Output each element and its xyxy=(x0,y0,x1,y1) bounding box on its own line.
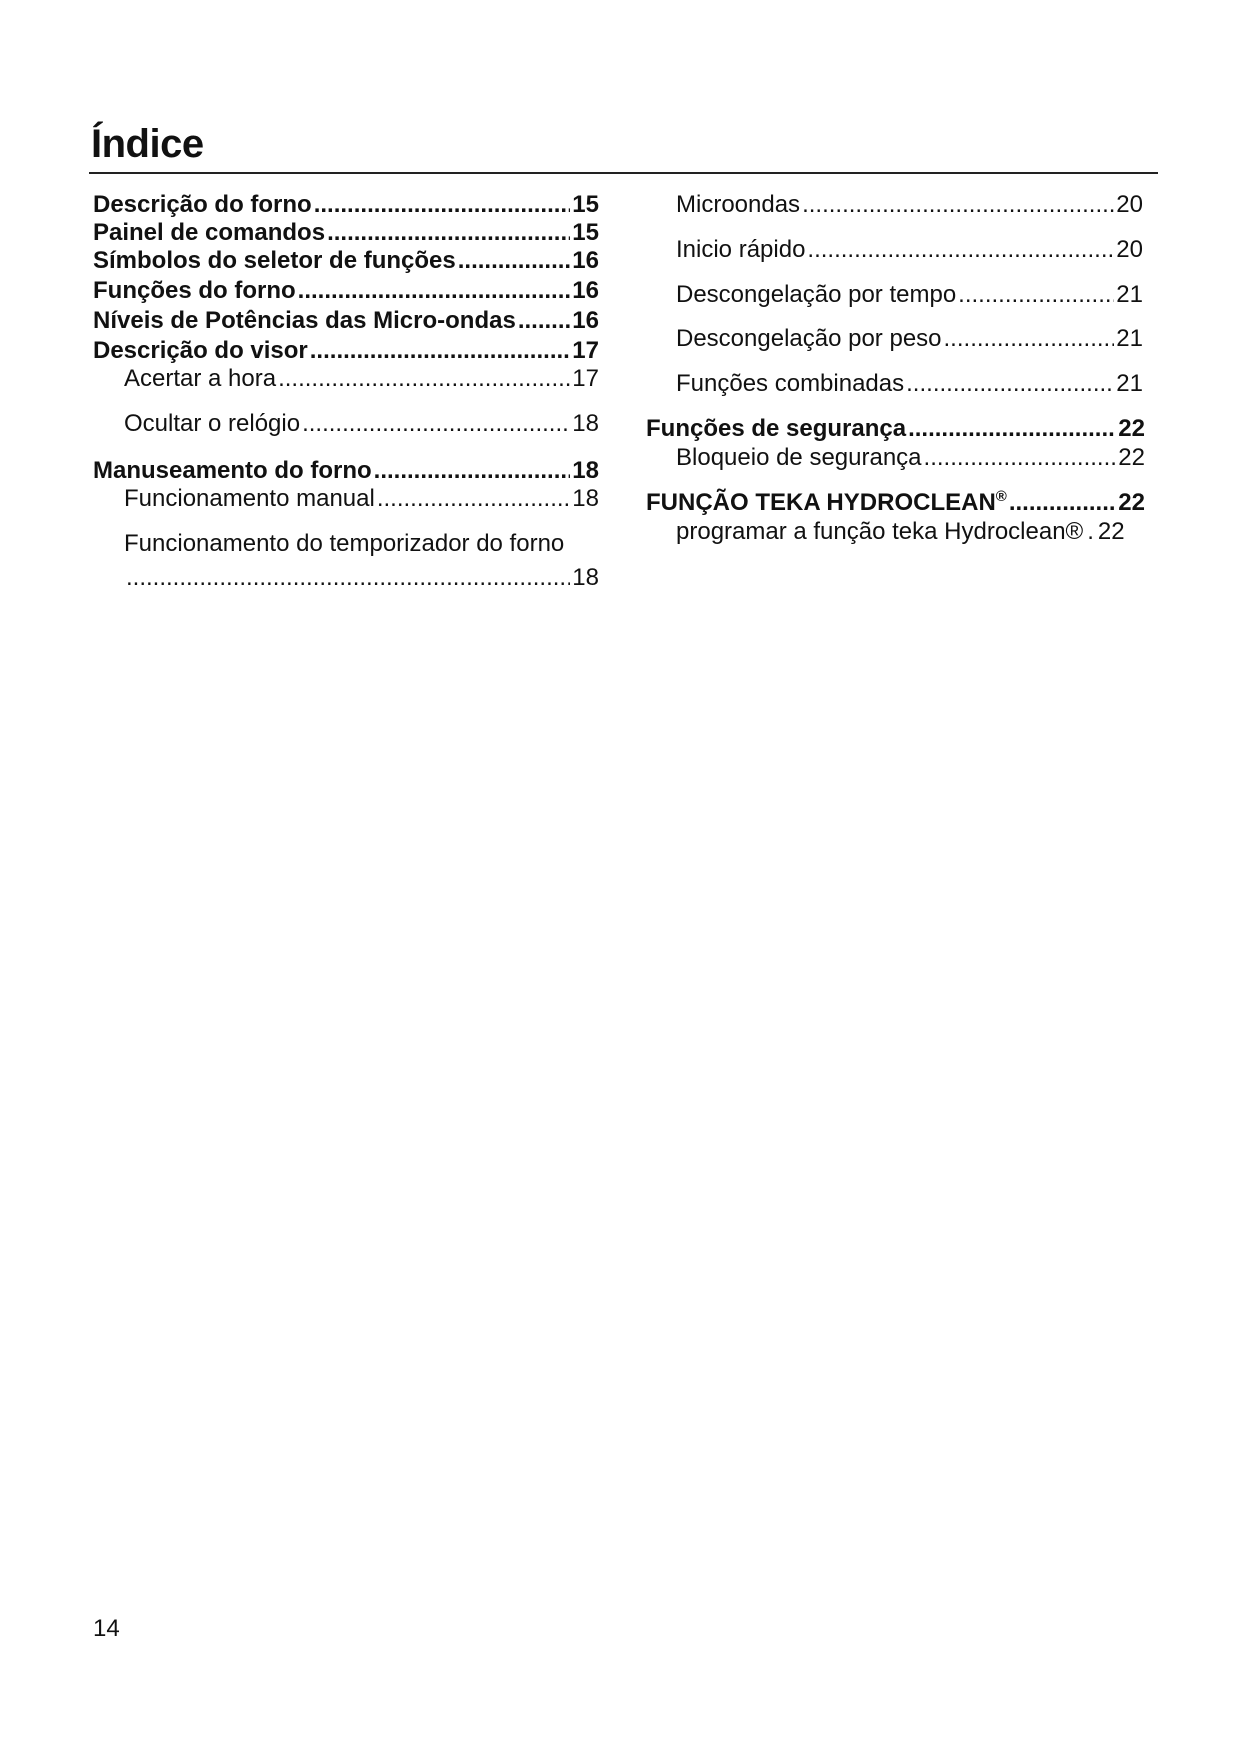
dot-leader xyxy=(958,280,1114,310)
dot-leader xyxy=(377,484,570,514)
toc-entry-page: 22 xyxy=(1097,518,1125,545)
dot-leader xyxy=(327,218,570,248)
registered-mark: ® xyxy=(995,488,1007,505)
dot-leader xyxy=(518,306,570,336)
dot-leader xyxy=(126,563,570,593)
toc-entry-label: Descongelação por tempo xyxy=(676,281,957,308)
dot-leader xyxy=(298,276,571,306)
toc-entry-label-text: FUNÇÃO TEKA HYDROCLEAN xyxy=(646,489,996,516)
toc-entry-page: 16 xyxy=(572,247,599,274)
toc-entry-page: 22 xyxy=(1118,415,1145,442)
toc-entry-label: Manuseamento do forno xyxy=(93,457,372,484)
dot-leader xyxy=(1009,488,1116,518)
toc-entry-page: 15 xyxy=(572,219,599,246)
toc-entry-label: Funcionamento manual xyxy=(124,485,375,512)
toc-entry-label: Ocultar o relógio xyxy=(124,410,301,437)
toc-subentry[interactable] xyxy=(124,484,599,514)
dot-leader xyxy=(924,443,1117,473)
toc-entry-label: Funcionamento do temporizador do forno xyxy=(124,530,565,557)
dot-leader xyxy=(458,246,571,276)
dot-leader xyxy=(278,364,570,394)
toc-entry-label: Funções de segurança xyxy=(646,415,907,442)
toc-subentry[interactable] xyxy=(676,280,1143,310)
page-title: Índice xyxy=(91,122,204,166)
toc-entry-page: 17 xyxy=(572,365,599,392)
toc-entry-label: Descongelação por peso xyxy=(676,325,942,352)
dot-leader xyxy=(374,456,571,486)
toc-entry-page: 16 xyxy=(572,277,599,304)
toc-subentry[interactable] xyxy=(124,364,599,394)
toc-subentry[interactable] xyxy=(676,369,1143,399)
toc-entry-label: Níveis de Potências das Micro-ondas xyxy=(93,307,516,334)
toc-entry-page: 22 xyxy=(1118,489,1145,516)
toc-subentry[interactable] xyxy=(676,190,1143,220)
separator: . xyxy=(1087,518,1094,545)
toc-entry-page: 18 xyxy=(572,410,599,437)
toc-entry-page: 18 xyxy=(572,457,599,484)
dot-leader xyxy=(807,235,1114,265)
toc-entry-label xyxy=(646,488,1007,518)
toc-entry-page: 21 xyxy=(1116,370,1143,397)
toc-entry[interactable] xyxy=(93,336,599,366)
page-number: 14 xyxy=(93,1615,120,1642)
toc-entry-label: Descrição do forno xyxy=(93,191,312,218)
toc-entry-page: 15 xyxy=(572,191,599,218)
toc-entry-page: 16 xyxy=(572,307,599,334)
dot-leader xyxy=(802,190,1114,220)
toc-subentry[interactable] xyxy=(676,235,1143,265)
toc-entry[interactable] xyxy=(93,190,599,220)
toc-entry-label: Inicio rápido xyxy=(676,236,806,263)
dot-leader xyxy=(310,336,571,366)
dot-leader xyxy=(314,190,571,220)
toc-entry-page: 18 xyxy=(572,485,599,512)
toc-subentry[interactable] xyxy=(124,409,599,439)
toc-entry-label: Símbolos do seletor de funções xyxy=(93,247,456,274)
toc-subentry[interactable] xyxy=(676,443,1145,473)
toc-entry-page: 22 xyxy=(1118,444,1145,471)
toc-entry-label: Descrição do visor xyxy=(93,337,308,364)
dot-leader xyxy=(908,414,1116,444)
dot-leader xyxy=(944,324,1115,354)
toc-entry-label: Funções combinadas xyxy=(676,370,905,397)
toc-entry[interactable] xyxy=(93,456,599,486)
toc-entry-page: 20 xyxy=(1116,191,1143,218)
toc-entry-page: 17 xyxy=(572,337,599,364)
toc-entry[interactable] xyxy=(646,414,1145,444)
toc-subentry[interactable] xyxy=(676,517,1156,547)
toc-entry[interactable] xyxy=(93,306,599,336)
toc-entry-label: Acertar a hora xyxy=(124,365,277,392)
toc-entry[interactable] xyxy=(93,276,599,306)
toc-entry-page: 18 xyxy=(572,564,599,591)
toc-entry-label: Microondas xyxy=(676,191,801,218)
toc-entry-label: Funções do forno xyxy=(93,277,296,304)
toc-subentry[interactable] xyxy=(124,529,599,593)
toc-entry[interactable] xyxy=(93,218,599,248)
toc-entry-label: programar a função teka Hydroclean® xyxy=(676,518,1084,545)
toc-entry[interactable] xyxy=(93,246,599,276)
toc-entry-label: Bloqueio de segurança xyxy=(676,444,922,471)
dot-leader xyxy=(906,369,1114,399)
dot-leader xyxy=(302,409,570,439)
toc-entry-page: 21 xyxy=(1116,281,1143,308)
toc-entry-page: 21 xyxy=(1116,325,1143,352)
toc-entry-label: Painel de comandos xyxy=(93,219,326,246)
toc-entry-page: 20 xyxy=(1116,236,1143,263)
title-divider xyxy=(89,172,1158,174)
toc-subentry[interactable] xyxy=(676,324,1143,354)
toc-entry[interactable] xyxy=(646,488,1145,518)
